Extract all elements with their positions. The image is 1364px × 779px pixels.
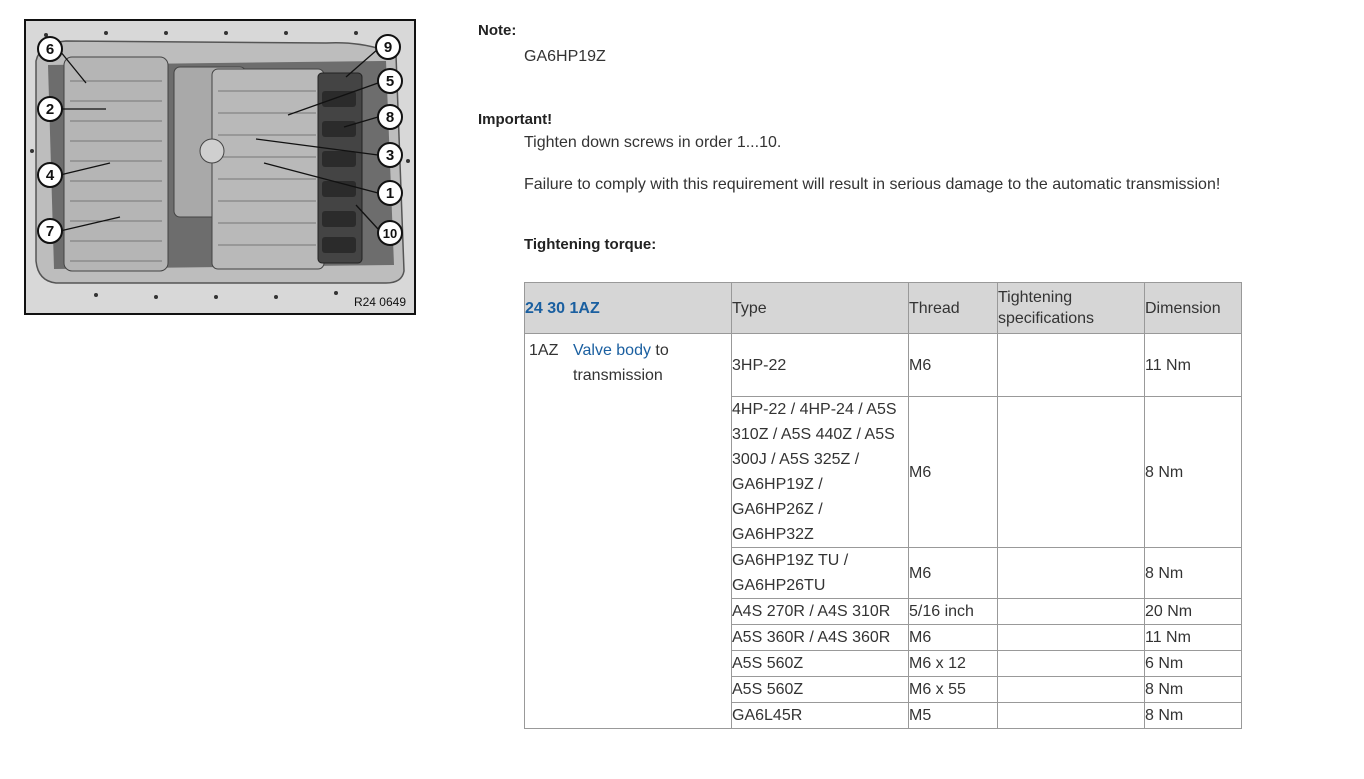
group-code: 1AZ xyxy=(529,342,559,359)
cell-thread: M5 xyxy=(909,703,998,729)
cell-thread: 5/16 inch xyxy=(909,599,998,625)
header-code-link[interactable]: 24 30 1AZ xyxy=(525,299,600,317)
group-cell xyxy=(525,334,732,729)
cell-thread: M6 xyxy=(909,548,998,599)
cell-type: 3HP-22 xyxy=(732,334,909,397)
cell-thread: M6 xyxy=(909,625,998,651)
cell-type: A4S 270R / A4S 310R xyxy=(732,599,909,625)
cell-type: GA6L45R xyxy=(732,703,909,729)
callout-label: 1 xyxy=(385,185,395,202)
valve-body-illustration xyxy=(26,21,414,313)
cell-spec xyxy=(998,677,1145,703)
cell-spec xyxy=(998,625,1145,651)
table-row xyxy=(525,334,1242,397)
note-label: Note: xyxy=(478,22,517,39)
group-text: to transmission xyxy=(573,342,669,384)
callout-label: 6 xyxy=(45,41,55,58)
cell-dimension: 6 Nm xyxy=(1145,651,1242,677)
cell-dimension: 11 Nm xyxy=(1145,625,1242,651)
callout-label: 5 xyxy=(385,73,395,90)
header-code xyxy=(525,283,732,334)
cell-type: 4HP-22 / 4HP-24 / A5S 310Z / A5S 440Z / A5S 300J / A5S 325Z / GA6HP19Z / GA6HP26Z / GA6HP32Z xyxy=(732,397,909,548)
cell-spec xyxy=(998,599,1145,625)
cell-spec xyxy=(998,397,1145,548)
callout-label: 4 xyxy=(45,167,55,184)
figure-code: R24 0649 xyxy=(353,295,406,309)
callout-label: 8 xyxy=(385,109,395,126)
cell-spec xyxy=(998,703,1145,729)
header-thread: Thread xyxy=(909,283,998,334)
cell-type: A5S 560Z xyxy=(732,651,909,677)
header-type: Type xyxy=(732,283,909,334)
callout-label: 9 xyxy=(383,39,393,56)
cell-type: A5S 560Z xyxy=(732,677,909,703)
cell-dimension: 8 Nm xyxy=(1145,397,1242,548)
table-header-row xyxy=(525,283,1242,334)
cell-dimension: 8 Nm xyxy=(1145,677,1242,703)
cell-type: A5S 360R / A4S 360R xyxy=(732,625,909,651)
tightening-torque-label: Tightening torque: xyxy=(524,236,657,253)
important-label: Important! xyxy=(478,111,553,128)
note-value: GA6HP19Z xyxy=(524,48,606,65)
header-dimension: Dimension xyxy=(1145,283,1242,334)
cell-thread: M6 x 12 xyxy=(909,651,998,677)
valve-body-link[interactable]: Valve body xyxy=(573,342,651,359)
callout-label: 7 xyxy=(45,223,55,240)
callout-label: 3 xyxy=(385,147,395,164)
cell-spec xyxy=(998,651,1145,677)
important-step: Tighten down screws in order 1...10. xyxy=(524,134,782,151)
cell-dimension: 8 Nm xyxy=(1145,703,1242,729)
callout-label: 10 xyxy=(382,226,398,241)
callout-label: 2 xyxy=(45,101,55,118)
cell-spec xyxy=(998,548,1145,599)
cell-spec xyxy=(998,334,1145,397)
cell-dimension: 20 Nm xyxy=(1145,599,1242,625)
cell-type: GA6HP19Z TU / GA6HP26TU xyxy=(732,548,909,599)
valve-body-figure xyxy=(24,19,416,315)
cell-thread: M6 xyxy=(909,397,998,548)
cell-dimension: 11 Nm xyxy=(1145,334,1242,397)
important-warning: Failure to comply with this requirement will result in serious damage to the automatic transmission! xyxy=(524,176,1221,193)
cell-dimension: 8 Nm xyxy=(1145,548,1242,599)
cell-thread: M6 x 55 xyxy=(909,677,998,703)
cell-thread: M6 xyxy=(909,334,998,397)
header-spec: Tightening specifications xyxy=(998,283,1145,334)
torque-table xyxy=(524,282,1242,729)
